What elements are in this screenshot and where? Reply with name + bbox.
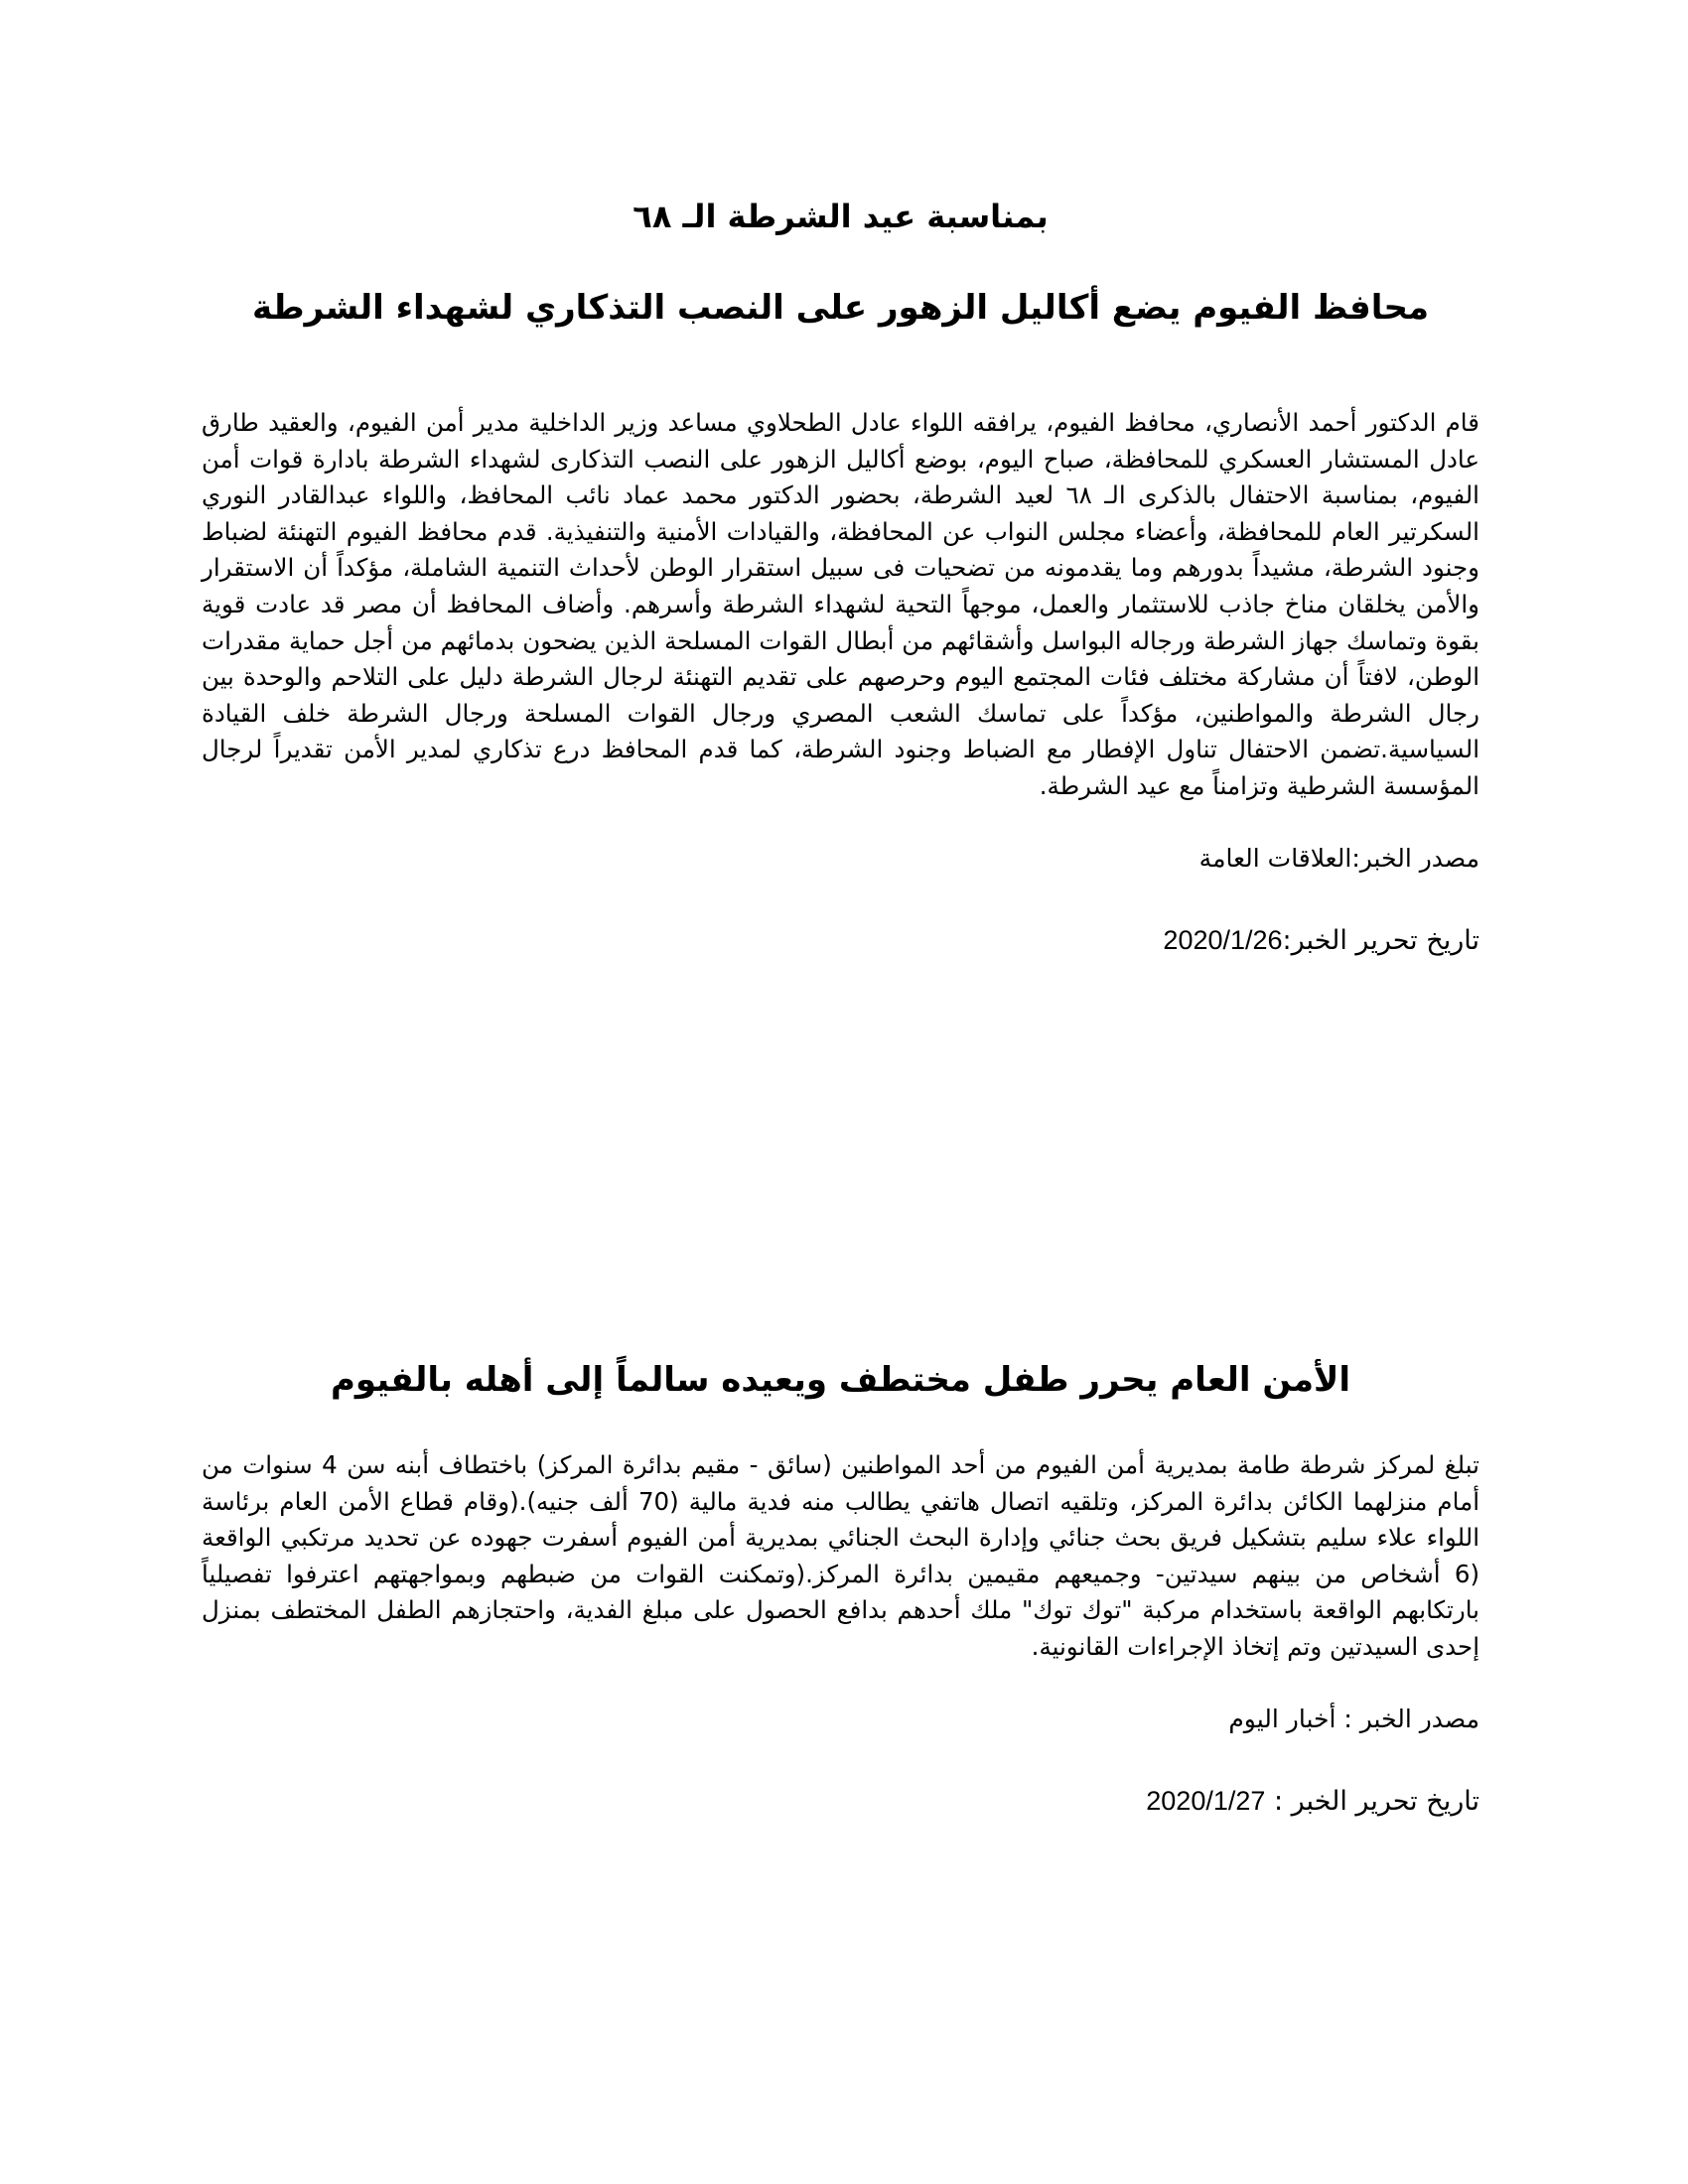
news-date-line [202, 1781, 1479, 1822]
article-title: الأمن العام يحرر طفل مختطف ويعيده سالماً إلى أهله بالفيوم [331, 1360, 1350, 1400]
news-date-value: 2020/1/26 [1163, 924, 1283, 955]
news-date-line [202, 920, 1479, 961]
news-article-police-day [202, 189, 1479, 961]
article-title: محافظ الفيوم يضع أكاليل الزهور على النصب التذكاري لشهداء الشرطة [251, 288, 1430, 328]
news-article-child-rescue [202, 1352, 1479, 1822]
news-date-label: تاريخ تحرير الخبر: [1282, 924, 1479, 956]
news-source-value: أخبار اليوم [1228, 1704, 1336, 1733]
article-body: تبلغ لمركز شرطة طامة بمديرية أمن الفيوم من أحد المواطنين (سائق - مقيم بدائرة المركز) باختطاف أبنه سن 4 سنوات من أمام منزلهما الكائن بدائرة المركز، وتلقيه اتصال هاتفي يطالب منه فدية مالية (70 ألف جنيه).(وقام قطاع الأمن العام برئاسة اللواء علاء سليم بتشكيل فريق بحث جنائي وإدارة البحث الجنائي بمديرية أمن الفيوم أسفرت جهوده عن تحديد مرتكبي الواقعة (6 أشخاص من بينهم سيدتين- وجميعهم مقيمين بدائرة المركز.(وتمكنت القوات من ضبطهم وبمواجهتهم اعترفوا تفصيلياً بارتكابهم الواقعة باستخدام مركبة "توك توك" ملك أحدهم بدافع الحصول على مبلغ الفدية، واحتجازهم الطفل المختطف بمنزل إحدى السيدتين وتم إتخاذ الإجراءات القانونية. [202, 1450, 1479, 1661]
article-subtitle: بمناسبة عيد الشرطة الـ ٦٨ [633, 198, 1049, 235]
news-source-label: مصدر الخبر: [1351, 843, 1479, 873]
article-body: قام الدكتور أحمد الأنصاري، محافظ الفيوم، يرافقه اللواء عادل الطحلاوي مساعد وزير الداخلية مدير أمن الفيوم، والعقيد طارق عادل المستشار العسكري للمحافظة، صباح اليوم، بوضع أكاليل الزهور على النصب التذكارى لشهداء الشرطة بادارة قوات أمن الفيوم، بمناسبة الاحتفال بالذكرى الـ ٦٨ لعيد الشرطة، بحضور الدكتور محمد عماد نائب المحافظ، واللواء عبدالقادر النوري السكرتير العام للمحافظة، وأعضاء مجلس النواب عن المحافظة، والقيادات الأمنية والتنفيذية. قدم محافظ الفيوم التهنئة لضباط وجنود الشرطة، مشيداً بدورهم وما يقدمونه من تضحيات فى سبيل استقرار الوطن لأحداث التنمية الشاملة، مؤكداً أن الاستقرار والأمن يخلقان مناخ جاذب للاستثمار والعمل، موجهاً التحية لشهداء الشرطة وأسرهم. وأضاف المحافظ أن مصر قد عادت قوية بقوة وتماسك جهاز الشرطة ورجاله البواسل وأشقائهم من أبطال القوات المسلحة الذين يضحون بدمائهم من أجل حماية مقدرات الوطن، لافتاً أن مشاركة مختلف فئات المجتمع اليوم وحرصهم على تقديم التهنئة لرجال الشرطة دليل على التلاحم والوحدة بين رجال الشرطة والمواطنين، مؤكداً على تماسك الشعب المصري ورجال القوات المسلحة ورجال الشرطة خلف القيادة السياسية.تضمن الاحتفال تناول الإفطار مع الضباط وجنود الشرطة، كما قدم المحافظ درع تذكاري لمدير الأمن تقديراً لرجال المؤسسة الشرطية وتزامناً مع عيد الشرطة. [202, 408, 1479, 800]
news-source-value: العلاقات العامة [1198, 843, 1352, 873]
news-source-line [202, 839, 1479, 879]
news-source-line [202, 1700, 1479, 1739]
news-date-value: 2020/1/27 [1146, 1785, 1266, 1816]
news-date-label: تاريخ تحرير الخبر : [1265, 1785, 1479, 1817]
news-source-label: مصدر الخبر : [1336, 1704, 1479, 1733]
